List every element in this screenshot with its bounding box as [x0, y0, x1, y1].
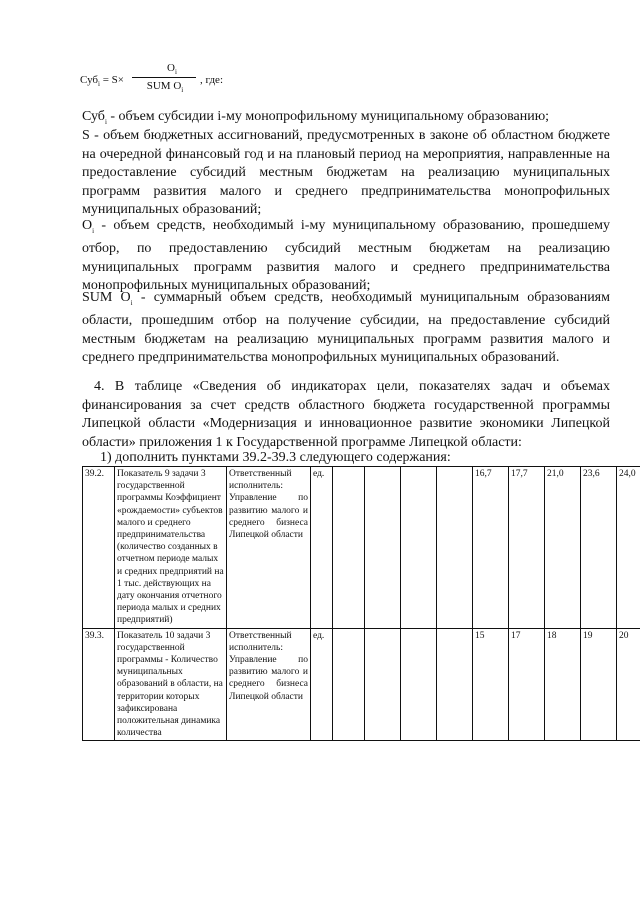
value-cell: 21,0	[545, 467, 581, 629]
subpoint-1: 1) дополнить пунктами 39.2-39.3 следующего содержания:	[100, 450, 451, 465]
def-s: S - объем бюджетных ассигнований, предусмотренных в законе об областном бюджете на очередной финансовый год и на плановый период на мероприятия, направленные на предоставление субсидий местным бюджетам на реализацию муниципальных программ развития малого и среднего предпринимательства монопрофильных муниципальных образований;	[82, 128, 610, 217]
formula-denominator: SUM $O_i$	[146, 80, 184, 95]
table-row	[83, 628, 640, 741]
value-cell	[365, 628, 401, 741]
value-cell: 15	[473, 628, 509, 741]
value-cell: 17,7	[509, 467, 545, 629]
indicators-table	[82, 466, 640, 741]
row-number: 39.3.	[83, 628, 115, 741]
value-cell	[401, 628, 437, 741]
formula-numerator: $O_i$	[167, 62, 177, 77]
indicator-cell: Показатель 9 задачи 3 государственной программы Коэффициент «рождаемости» субъектов малого и среднего предпринимательства (количество созданных в отчетном периоде малых и средних предприятий на 1 тыс. действующих на дату окончания отчетного периода малых и средних предприятий)	[115, 467, 227, 629]
value-cell	[365, 467, 401, 629]
value-cell: 20	[617, 628, 640, 741]
responsible-cell: Ответственный исполнитель: Управление по развитию малого и среднего бизнеса Липецкой области	[227, 628, 311, 741]
value-cell: 24,0	[617, 467, 640, 629]
value-cell: 18	[545, 628, 581, 741]
row-number: 39.2.	[83, 467, 115, 629]
value-cell	[333, 628, 365, 741]
def-o: $O_i$ - объем средств, необходимый i-му муниципальному образованию, прошедшему отбор, по предоставлению субсидий местным бюджетам на реализацию муниципальных программ развития малого и среднего предпринимательства монопрофильных муниципальных образований;	[82, 218, 610, 294]
value-cell	[401, 467, 437, 629]
value-cell: 23,6	[581, 467, 617, 629]
def-sum: SUM $O_i$ - суммарный объем средств, необходимый муниципальным образованиям области, прошедшим отбор на получение субсидии, на предоставление субсидий местным бюджетам на реализацию муниципальных программ развития малого и среднего предпринимательства монопрофильных муниципальных образований.	[82, 290, 610, 366]
formula	[80, 62, 280, 102]
point-4: 4. В таблице «Сведения об индикаторах цели, показателях задач и объемах финансирования за счет средств областного бюджета государственной программы Липецкой области «Модернизация и инновационное развитие экономики Липецкой области» приложения 1 к Государственной программе Липецкой области:	[82, 379, 610, 450]
value-cell	[437, 467, 473, 629]
table-row	[83, 467, 640, 629]
value-cell: 19	[581, 628, 617, 741]
unit-cell: ед.	[311, 628, 333, 741]
value-cell: 17	[509, 628, 545, 741]
unit-cell: ед.	[311, 467, 333, 629]
value-cell	[333, 467, 365, 629]
indicator-cell: Показатель 10 задачи 3 государственной программы - Количество муниципальных образований в области, на территории которых зафиксирована положительная динамика количества	[115, 628, 227, 741]
value-cell: 16,7	[473, 467, 509, 629]
value-cell	[437, 628, 473, 741]
def-sub: Суб$_i$ - объем субсидии i-му монопрофильному муниципальному образованию;	[82, 109, 550, 126]
formula-lhs: Суб$_i$ = S×	[80, 74, 124, 89]
responsible-cell: Ответственный исполнитель: Управление по развитию малого и среднего бизнеса Липецкой области	[227, 467, 311, 629]
formula-suffix: , где:	[200, 74, 223, 86]
fraction-bar	[132, 77, 196, 78]
